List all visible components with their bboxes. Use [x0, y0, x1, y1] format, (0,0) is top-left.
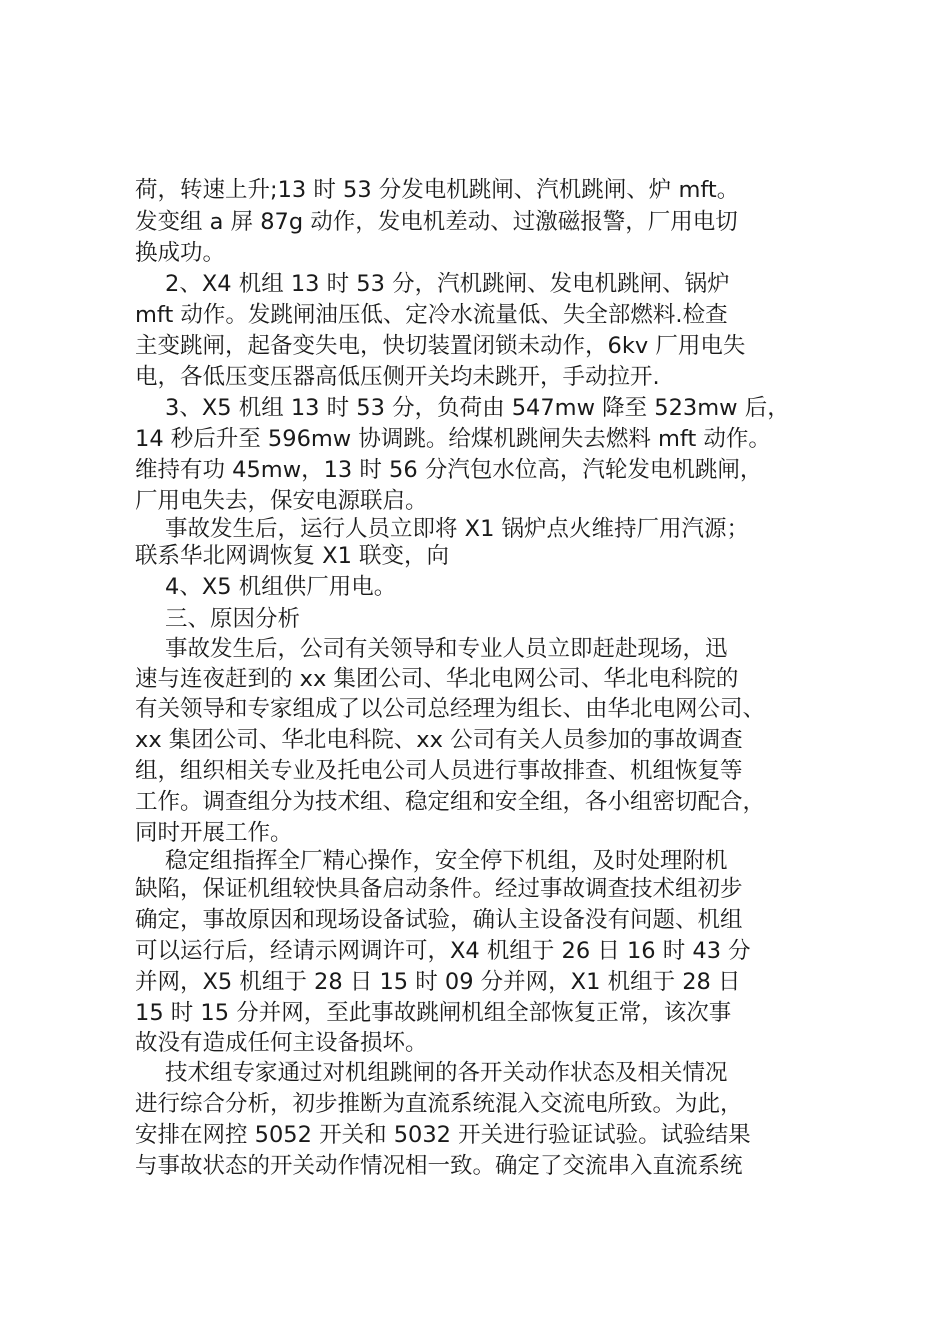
- text-line: 14 秒后升至 596mw 协调跳。给煤机跳闸失去燃料 mft 动作。: [135, 426, 771, 452]
- text-line: 安排在网控 5052 开关和 5032 开关进行验证试验。试验结果: [135, 1122, 751, 1148]
- text-line: 同时开展工作。: [135, 820, 293, 846]
- text-line: mft 动作。发跳闸油压低、定冷水流量低、失全部燃料.检查: [135, 302, 728, 328]
- text-line: 并网，X5 机组于 28 日 15 时 09 分并网，X1 机组于 28 日: [135, 969, 741, 995]
- text-line: 发变组 a 屏 87g 动作，发电机差动、过激磁报警，厂用电切: [135, 209, 738, 235]
- text-line: 15 时 15 分并网，至此事故跳闸机组全部恢复正常，该次事: [135, 1000, 732, 1026]
- section-heading: 三、原因分析: [165, 606, 301, 632]
- text-line: 荷，转速上升;13 时 53 分发电机跳闸、汽机跳闸、炉 mft。: [135, 177, 740, 203]
- text-line: 确定，事故原因和现场设备试验，确认主设备没有问题、机组: [135, 907, 743, 933]
- text-line: 与事故状态的开关动作情况相一致。确定了交流串入直流系统: [135, 1153, 743, 1179]
- text-line: 事故发生后，运行人员立即将 X1 锅炉点火维持厂用汽源；: [165, 516, 750, 542]
- text-line: 稳定组指挥全厂精心操作，安全停下机组，及时处理附机: [165, 848, 728, 874]
- text-line: 联系华北网调恢复 X1 联变，向: [135, 543, 450, 569]
- text-line: 缺陷，保证机组较快具备启动条件。经过事故调查技术组初步: [135, 876, 743, 902]
- text-line: 事故发生后，公司有关领导和专业人员立即赶赴现场，迅: [165, 636, 728, 662]
- text-line: 电，各低压变压器高低压侧开关均未跳开，手动拉开.: [135, 364, 660, 390]
- text-line: 2、X4 机组 13 时 53 分，汽机跳闸、发电机跳闸、锅炉: [165, 271, 730, 297]
- text-line: 换成功。: [135, 240, 226, 266]
- text-line: 速与连夜赶到的 xx 集团公司、华北电网公司、华北电科院的: [135, 666, 739, 692]
- text-line: 维持有功 45mw，13 时 56 分汽包水位高，汽轮发电机跳闸，: [135, 457, 763, 483]
- text-line: 故没有造成任何主设备损坏。: [135, 1030, 428, 1056]
- text-line: 组，组织相关专业及托电公司人员进行事故排查、机组恢复等: [135, 758, 743, 784]
- text-line: 4、X5 机组供厂用电。: [165, 574, 397, 600]
- text-line: 技术组专家通过对机组跳闸的各开关动作状态及相关情况: [165, 1060, 728, 1086]
- text-line: xx 集团公司、华北电科院、xx 公司有关人员参加的事故调查: [135, 727, 743, 753]
- text-line: 工作。调查组分为技术组、稳定组和安全组，各小组密切配合，: [135, 789, 766, 815]
- text-line: 主变跳闸，起备变失电，快切装置闭锁未动作，6kv 厂用电失: [135, 333, 746, 359]
- text-line: 厂用电失去，保安电源联启。: [135, 488, 428, 514]
- text-line: 进行综合分析，初步推断为直流系统混入交流电所致。为此，: [135, 1091, 743, 1117]
- text-line: 可以运行后，经请示网调许可，X4 机组于 26 日 16 时 43 分: [135, 938, 751, 964]
- text-line: 3、X5 机组 13 时 53 分，负荷由 547mw 降至 523mw 后，: [165, 395, 790, 421]
- text-line: 有关领导和专家组成了以公司总经理为组长、由华北电网公司、: [135, 696, 766, 722]
